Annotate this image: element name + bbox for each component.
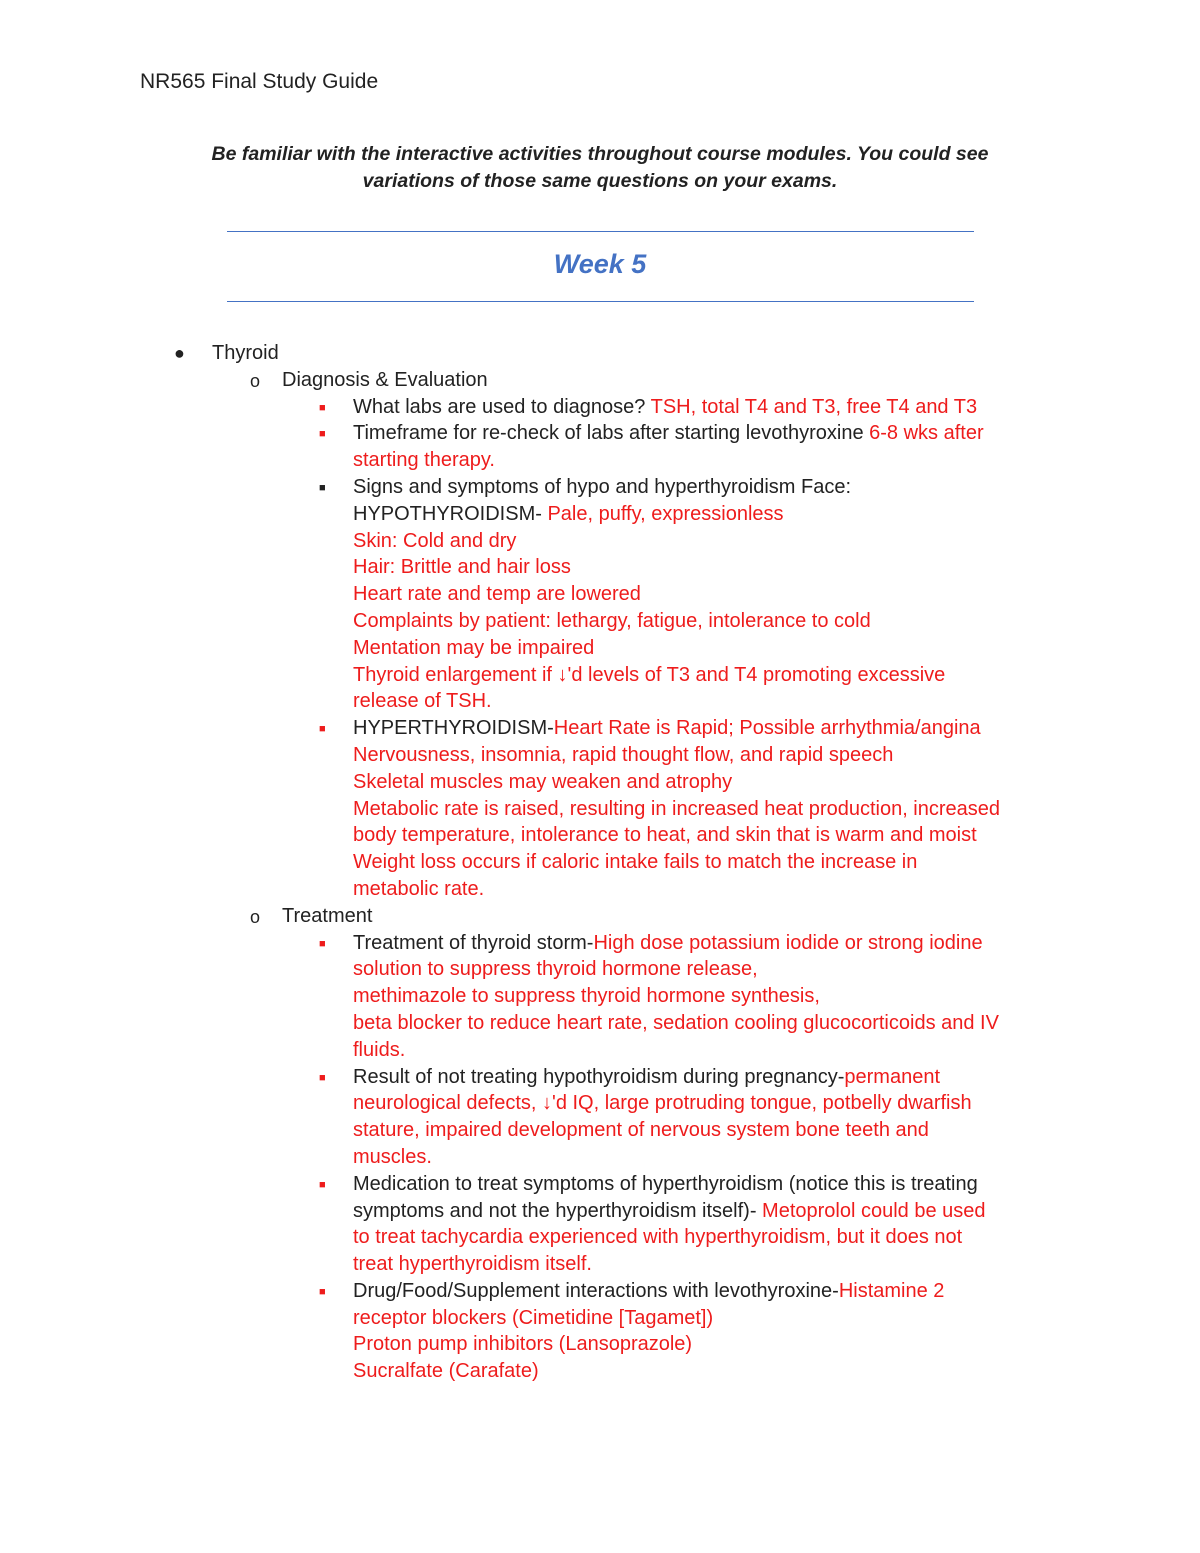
outline-subtopic-treatment: [0, 903, 1200, 930]
question-answer: 6-8 wks after: [869, 422, 984, 445]
answer-line: Histamine 2: [838, 1279, 945, 1302]
question-answer: TSH, total T4 and T3, free T4 and T3: [650, 395, 978, 418]
answer-line: Hair: Brittle and hair loss: [353, 556, 571, 579]
answer-line: stature, impaired development of nervous system bone teeth and: [353, 1119, 929, 1142]
answer-line: beta blocker to reduce heart rate, sedation cooling glucocorticoids and IV: [353, 1011, 999, 1034]
bullet-square-icon: ■: [319, 937, 326, 950]
answer-line: Heart rate and temp are lowered: [353, 583, 641, 606]
answer-line: fluids.: [353, 1038, 406, 1061]
answer-line: Nervousness, insomnia, rapid thought flow, and rapid speech: [353, 743, 894, 766]
question-prompt: Signs and symptoms of hypo and hyperthyroidism Face:: [353, 475, 852, 498]
answer-line: Metabolic rate is raised, resulting in increased heat production, increased: [353, 797, 1001, 820]
answer-line: Complaints by patient: lethargy, fatigue, intolerance to cold: [353, 609, 871, 632]
question-signs-symptoms: [0, 474, 1200, 715]
answer-line: neurological defects, ↓'d IQ, large protruding tongue, potbelly dwarfish: [353, 1092, 972, 1115]
question-prompt: Treatment of thyroid storm-: [353, 931, 594, 954]
hypothyroidism-label: HYPOTHYROIDISM-: [353, 502, 548, 525]
study-outline: [0, 340, 1200, 1385]
bullet-square-icon: ■: [319, 1071, 326, 1084]
answer-line: treat hyperthyroidism itself.: [353, 1253, 592, 1276]
answer-line: solution to suppress thyroid hormone release,: [353, 958, 758, 981]
answer-line: Proton pump inhibitors (Lansoprazole): [353, 1333, 693, 1356]
answer-line: Skin: Cold and dry: [353, 529, 517, 552]
bullet-disc-icon: ●: [174, 343, 185, 363]
question-prompt: What labs are used to diagnose?: [353, 395, 651, 418]
answer-line: body temperature, intolerance to heat, and skin that is warm and moist: [353, 824, 977, 847]
bullet-circle-icon: o: [250, 370, 261, 391]
bullet-circle-icon: o: [250, 906, 261, 927]
bullet-square-icon: ■: [319, 428, 326, 441]
bullet-square-icon: ■: [319, 1285, 326, 1298]
question-labs: [0, 394, 1200, 421]
answer-line: release of TSH.: [353, 690, 492, 713]
topic-label: Thyroid: [212, 342, 279, 364]
intro-line: Be familiar with the interactive activities throughout course modules. You could see: [211, 143, 989, 165]
answer-line: permanent: [844, 1065, 941, 1088]
question-prompt: Medication to treat symptoms of hyperthyroidism (notice this is treating: [353, 1172, 978, 1195]
bullet-square-icon: ■: [319, 481, 326, 494]
answer-line: Skeletal muscles may weaken and atrophy: [353, 770, 733, 793]
top-divider: [227, 231, 974, 232]
answer-line: Mentation may be impaired: [353, 636, 595, 659]
answer-line: Heart Rate is Rapid; Possible arrhythmia/angina: [553, 717, 981, 740]
question-prompt: Result of not treating hypothyroidism during pregnancy-: [353, 1065, 845, 1088]
bullet-square-icon: ■: [319, 1178, 326, 1191]
page-header-title: NR565 Final Study Guide: [140, 70, 379, 93]
question-hyperthyroid-medication: [0, 1171, 1200, 1278]
subtopic-label: Treatment: [282, 904, 373, 927]
question-prompt: symptoms and not the hyperthyroidism itself)-: [353, 1199, 763, 1222]
bullet-square-icon: ■: [319, 401, 326, 414]
question-hyperthyroidism: [0, 715, 1200, 903]
answer-line: Thyroid enlargement if ↓'d levels of T3 and T4 promoting excessive: [353, 663, 946, 686]
answer-line: Sucralfate (Carafate): [353, 1360, 539, 1383]
answer-line: muscles.: [353, 1145, 432, 1168]
outline-topic-thyroid: [0, 340, 1200, 367]
bottom-divider: [227, 301, 974, 302]
answer-line: metabolic rate.: [353, 877, 485, 900]
question-pregnancy: [0, 1064, 1200, 1171]
subtopic-label: Diagnosis & Evaluation: [282, 368, 488, 391]
answer-line: Pale, puffy, expressionless: [547, 502, 784, 525]
answer-line: methimazole to suppress thyroid hormone synthesis,: [353, 985, 820, 1008]
intro-line: variations of those same questions on your exams.: [362, 170, 838, 192]
question-prompt: Drug/Food/Supplement interactions with levothyroxine-: [353, 1279, 839, 1302]
answer-line: Weight loss occurs if caloric intake fails to match the increase in: [353, 851, 918, 874]
question-thyroid-storm: [0, 930, 1200, 1064]
question-drug-interactions: [0, 1278, 1200, 1385]
answer-line: starting therapy.: [353, 449, 495, 472]
intro-instructions: [150, 141, 1050, 195]
answer-line: to treat tachycardia experienced with hyperthyroidism, but it does not: [353, 1226, 963, 1249]
answer-line: Metoprolol could be used: [762, 1199, 986, 1222]
answer-line: High dose potassium iodide or strong iodine: [593, 931, 983, 954]
outline-subtopic-diagnosis: [0, 367, 1200, 394]
week-title: Week 5: [553, 249, 647, 279]
question-recheck-timeframe: [0, 420, 1200, 474]
hyperthyroidism-label: HYPERTHYROIDISM-: [353, 717, 554, 740]
answer-line: receptor blockers (Cimetidine [Tagamet]): [353, 1306, 714, 1329]
bullet-square-icon: ■: [319, 723, 326, 736]
question-prompt: Timeframe for re-check of labs after starting levothyroxine: [353, 422, 870, 445]
